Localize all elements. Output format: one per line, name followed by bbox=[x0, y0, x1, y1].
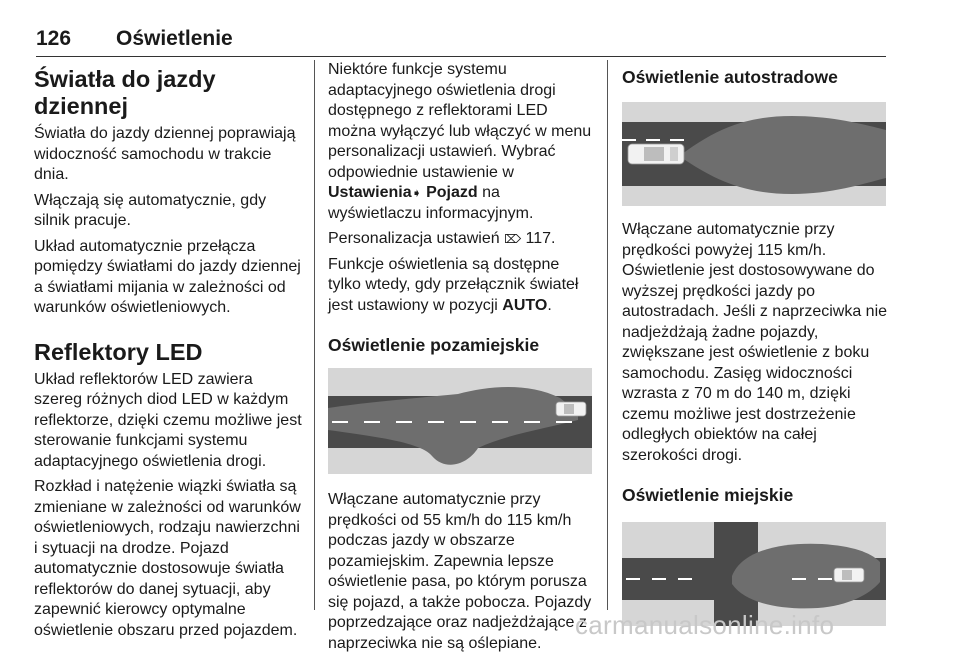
column-1 bbox=[34, 60, 302, 646]
section-heading-town-light: Oświetlenie miejskie bbox=[622, 485, 794, 505]
paragraph: Włączane automatycznie przy prędkości od 55 km/h do 115 km/h podczas jazdy w obszarze pozamiejskim. Zapewnia lepsze oświetlenie pasa, po którym porusza się pojazd, a także pobocza. Pojazdy poprzedzające oraz nadjeżdżające z naprzeciwka nie są oślepiane. bbox=[328, 491, 592, 652]
section-heading-country-light: Oświetlenie pozamiejskie bbox=[328, 335, 540, 355]
page-reference: 117. bbox=[525, 230, 556, 247]
paragraph: Układ automatycznie przełącza pomiędzy światłami do jazdy dziennej a światłami mijania w zależności od warunków oświetleniowych. bbox=[34, 237, 301, 316]
paragraph-settings: Niektóre funkcje systemu adaptacyjnego oświetlenia drogi dostępnego z reflektorami LED można wyłączyć lub włączyć w menu personalizacji ustawień. Wybrać odpowiednie ustawienie w Ustawienia➧ Pojazd na wyświetlaczu informacyjnym. bbox=[328, 61, 592, 222]
auto-label: AUTO bbox=[502, 296, 548, 314]
paragraph: Światła do jazdy dziennej poprawiają widoczność samochodu w trakcie dnia. bbox=[34, 125, 296, 183]
car-icon bbox=[834, 568, 864, 582]
car-icon bbox=[628, 144, 684, 164]
country-light-illustration bbox=[328, 368, 592, 474]
menu-path-vehicle: Pojazd bbox=[426, 184, 478, 201]
watermark: carmanualsonline.info bbox=[575, 610, 835, 640]
page-number: 126 bbox=[36, 27, 72, 50]
menu-arrow-icon: ➧ bbox=[411, 186, 422, 200]
paragraph: Włączają się automatycznie, gdy silnik pracuje. bbox=[34, 191, 267, 229]
paragraph: Układ reflektorów LED zawiera szereg różnych diod LED w każdym reflektorze, dzięki czemu możliwe jest sterowanie funkcjami systemu adaptacyjnego oświetlenia drogi. bbox=[34, 370, 302, 470]
page-header bbox=[36, 24, 886, 57]
paragraph-reference: Personalizacja ustawień ⌦ 117. bbox=[328, 230, 556, 247]
paragraph: Włączane automatycznie przy prędkości powyżej 115 km/h. Oświetlenie jest dostosowywane do wyższej prędkości jazdy po autostradach. Jeśli z naprzeciwka nie nadjeżdżają żadne pojazdy, zwiększane jest oświetlenie z boku samochodu. Zasięg widoczności wzrasta z 70 m do 140 m, dzięki czemu możliwe jest dostrzeżenie odległych obiektów na całej szerokości drogi. bbox=[622, 221, 888, 464]
section-heading-motorway-light: Oświetlenie autostradowe bbox=[622, 67, 838, 87]
column-2 bbox=[328, 60, 596, 659]
section-heading-led-headlights: Reflektory LED bbox=[34, 338, 203, 365]
page-reference-icon: ⌦ bbox=[504, 232, 522, 246]
paragraph: Rozkład i natężenie wiązki światła są zmieniane w zależności od warunków oświetleniowych, rodzaju nawierzchni i sytuacji na drodze. Pojazd automatycznie dostosowuje światła reflektorów do danej sytuacji, aby zapewnić kierowcy optymalne oświetlenie obszaru przed pojazdem. bbox=[34, 478, 301, 639]
column-3 bbox=[622, 60, 890, 642]
running-title: Oświetlenie bbox=[116, 27, 233, 50]
car-icon bbox=[556, 402, 586, 416]
column-divider bbox=[607, 60, 608, 610]
paragraph-auto: Funkcje oświetlenia są dostępne tylko wtedy, gdy przełącznik świateł jest ustawiony w pozycji AUTO. bbox=[328, 255, 579, 314]
motorway-light-illustration bbox=[622, 102, 886, 206]
menu-path-settings: Ustawienia bbox=[328, 184, 412, 201]
column-divider bbox=[314, 60, 315, 610]
section-heading-daytime-lights: Światła do jazdy dziennej bbox=[34, 66, 216, 119]
